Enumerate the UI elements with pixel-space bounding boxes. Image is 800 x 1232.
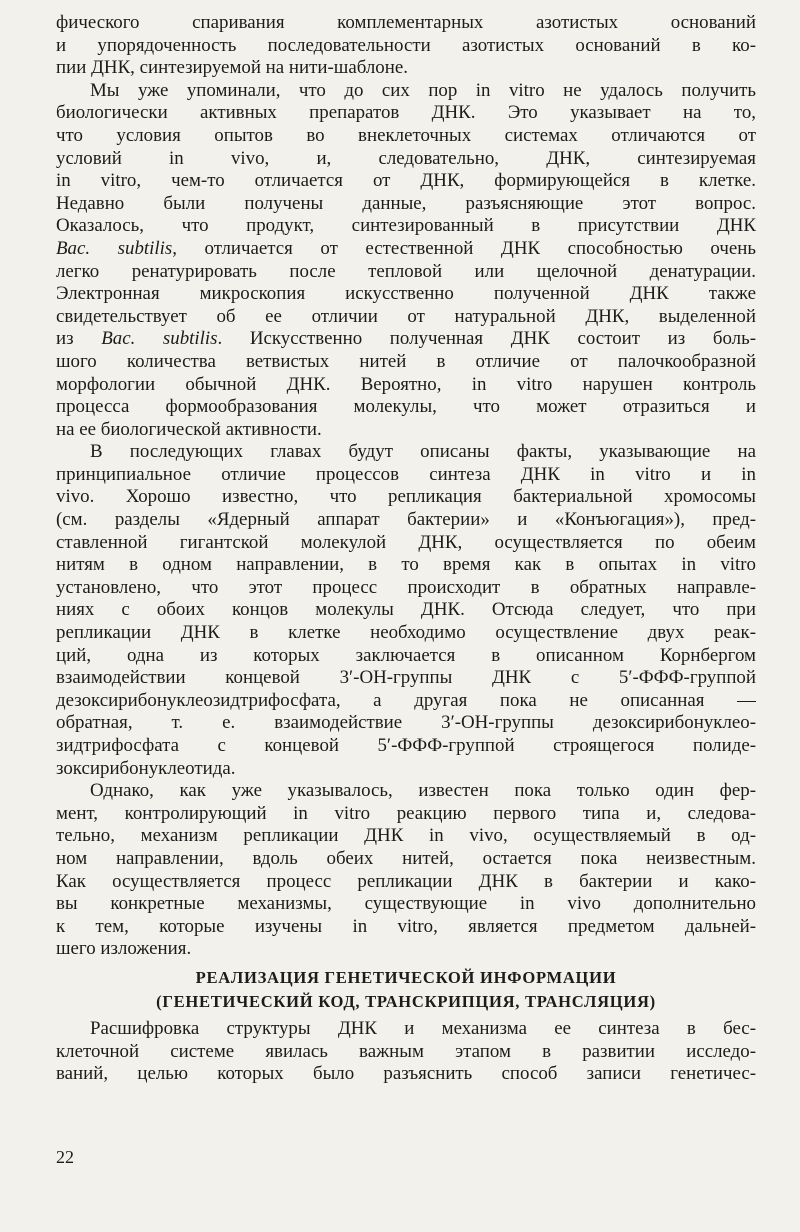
text-line: что условия опытов во внеклеточных системах отличаются от	[56, 124, 756, 146]
text-line: легко ренатурировать после тепловой или щелочной денатурации.	[56, 260, 756, 282]
page-number: 22	[56, 1147, 74, 1167]
text-line: зоксирибонуклеотида.	[56, 757, 236, 779]
paragraph	[56, 80, 756, 442]
text-line: из Bac. subtilis. Искусственно полученная ДНК состоит из боль-	[56, 328, 756, 350]
text-line: репликации ДНК в клетке необходимо осуществление двух реак-	[56, 622, 756, 644]
text-line: на ее биологической активности.	[56, 418, 322, 440]
paragraph	[56, 441, 756, 780]
text-line: условий in vivo, и, следовательно, ДНК, синтезируемая	[56, 147, 756, 169]
text-line: дезоксирибонуклеозидтрифосфата, а другая пока не описанная —	[56, 689, 756, 711]
text-line: Однако, как уже указывалось, известен пока только один фер-	[90, 780, 756, 802]
text-line: свидетельствует об ее отличии от натуральной ДНК, выделенной	[56, 305, 756, 327]
text-line: пии ДНК, синтезируемой на нити-шаблоне.	[56, 57, 408, 79]
text-line: В последующих главах будут описаны факты, указывающие на	[90, 441, 756, 463]
paragraph	[56, 12, 756, 80]
text-line: мент, контролирующий in vitro реакцию первого типа и, следова-	[56, 802, 756, 824]
text-line: шого количества ветвистых нитей в отличие от палочкообразной	[56, 350, 756, 372]
text-line: ниях с обоих концов молекулы ДНК. Отсюда следует, что при	[56, 599, 756, 621]
text-line: установлено, что этот процесс происходит в обратных направле-	[56, 576, 756, 598]
text-line: шего изложения.	[56, 938, 192, 960]
species-name: Bac. subtilis	[101, 328, 218, 350]
text-line: взаимодействии концевой 3′-ОН-группы ДНК с 5′-ФФФ-группой	[56, 667, 756, 689]
text-line: vivo. Хорошо известно, что репликация бактериальной хромосомы	[56, 486, 756, 508]
species-name: Bac. subtilis	[56, 237, 173, 259]
text-line: процесса формообразования молекулы, что может отразиться и	[56, 396, 756, 418]
text-line: in vitro, чем-то отличается от ДНК, формирующейся в клетке.	[56, 170, 756, 192]
page-body	[56, 12, 756, 1086]
text-line: ваний, целью которых было разъяснить способ записи генетичес-	[56, 1063, 756, 1085]
text-line: (см. разделы «Ядерный аппарат бактерии» и «Конъюгация»), пред-	[56, 509, 756, 531]
paragraph	[56, 1018, 756, 1086]
text-line: Недавно были получены данные, разъясняющие этот вопрос.	[56, 192, 756, 214]
text-line: тельно, механизм репликации ДНК in vivo, осуществляемый в од-	[56, 825, 756, 847]
text-line: ном направлении, вдоль обеих нитей, остается пока неизвестным.	[56, 847, 756, 869]
text-line: Электронная микроскопия искусственно полученной ДНК также	[56, 283, 756, 305]
text-line: и упорядоченность последовательности азотистых оснований в ко-	[56, 34, 756, 56]
text-line: обратная, т. е. взаимодействие 3′-ОН-группы дезоксирибонуклео-	[56, 712, 756, 734]
text-line: Расшифровка структуры ДНК и механизма ее синтеза в бес-	[90, 1017, 756, 1039]
text-line: морфологии обычной ДНК. Вероятно, in vitro нарушен контроль	[56, 373, 756, 395]
text-line: к тем, которые изучены in vitro, является предметом дальней-	[56, 915, 756, 937]
text-line: Мы уже упоминали, что до сих пор in vitro не удалось получить	[90, 79, 756, 101]
section-heading-subtitle: (ГЕНЕТИЧЕСКИЙ КОД, ТРАНСКРИПЦИЯ, ТРАНСЛЯЦИЯ)	[156, 992, 656, 1012]
text-line: принципиальное отличие процессов синтеза ДНК in vitro и in	[56, 463, 756, 485]
text-line: клеточной системе явилась важным этапом в развитии исследо-	[56, 1040, 756, 1062]
text-line: вы конкретные механизмы, существующие in vivo дополнительно	[56, 893, 756, 915]
text-line: ставленной гигантской молекулой ДНК, осуществляется по обеим	[56, 531, 756, 553]
paragraph	[56, 780, 756, 961]
text-line: Bac. subtilis, отличается от естественной ДНК способностью очень	[56, 237, 756, 259]
text-line: зидтрифосфата с концевой 5′-ФФФ-группой строящегося полиде-	[56, 735, 756, 756]
text-line: Как осуществляется процесс репликации ДНК в бактерии и како-	[56, 870, 756, 892]
section-heading-title: РЕАЛИЗАЦИЯ ГЕНЕТИЧЕСКОЙ ИНФОРМАЦИИ	[195, 967, 617, 987]
text-line: фического спаривания комплементарных азотистых оснований	[56, 12, 756, 33]
section-heading	[56, 966, 756, 1015]
text-line: биологически активных препаратов ДНК. Это указывает на то,	[56, 102, 756, 124]
text-line: ций, одна из которых заключается в описанном Корнбергом	[56, 644, 756, 666]
text-line: Оказалось, что продукт, синтезированный в присутствии ДНК	[56, 215, 756, 237]
text-line: нитям в одном направлении, в то время как в опытах in vitro	[56, 554, 756, 576]
